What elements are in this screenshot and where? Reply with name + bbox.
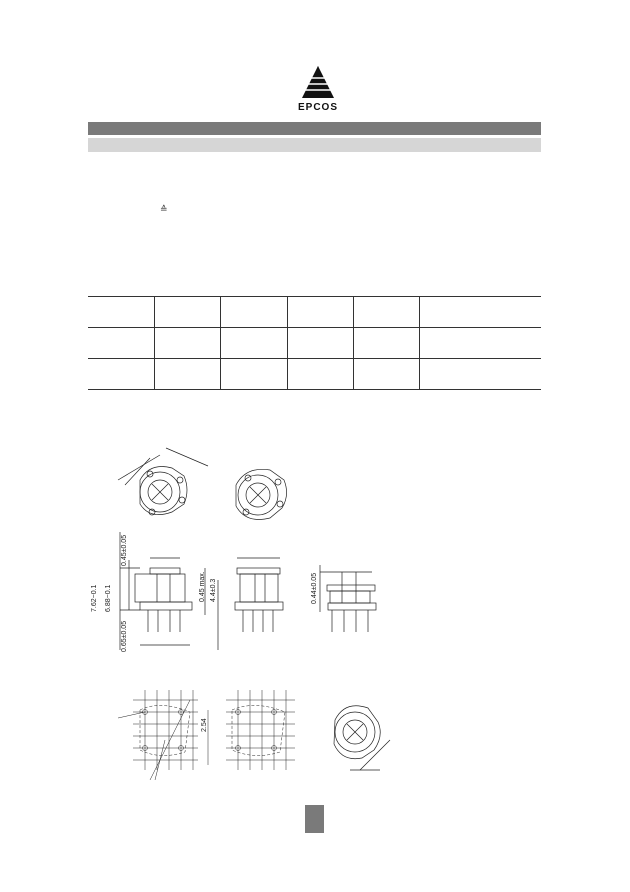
dimension-label: 7.62−0.1 <box>91 584 98 612</box>
top-view-right <box>236 469 287 519</box>
dimension-label: 0.45±0.05 <box>121 534 128 566</box>
logo-text: EPCOS <box>297 102 338 113</box>
symbol-mark: ≙ <box>160 204 168 214</box>
pcb-layout-left <box>118 690 208 780</box>
side-view-middle <box>235 558 283 632</box>
side-view-right <box>320 565 376 632</box>
dimension-label: 4.4±0.3 <box>210 578 217 602</box>
dimension-label: 2.54 <box>201 718 208 732</box>
dimension-label: 6.88−0.1 <box>105 584 112 612</box>
bottom-view <box>334 706 390 770</box>
dimension-label: 0.45 max. <box>199 571 206 602</box>
dimension-label: 0.65±0.05 <box>121 620 128 652</box>
dimension-label: 0.44±0.05 <box>311 572 318 604</box>
page-number-tab <box>305 805 324 833</box>
top-view-left <box>118 448 208 515</box>
pcb-layout-middle <box>226 690 295 770</box>
